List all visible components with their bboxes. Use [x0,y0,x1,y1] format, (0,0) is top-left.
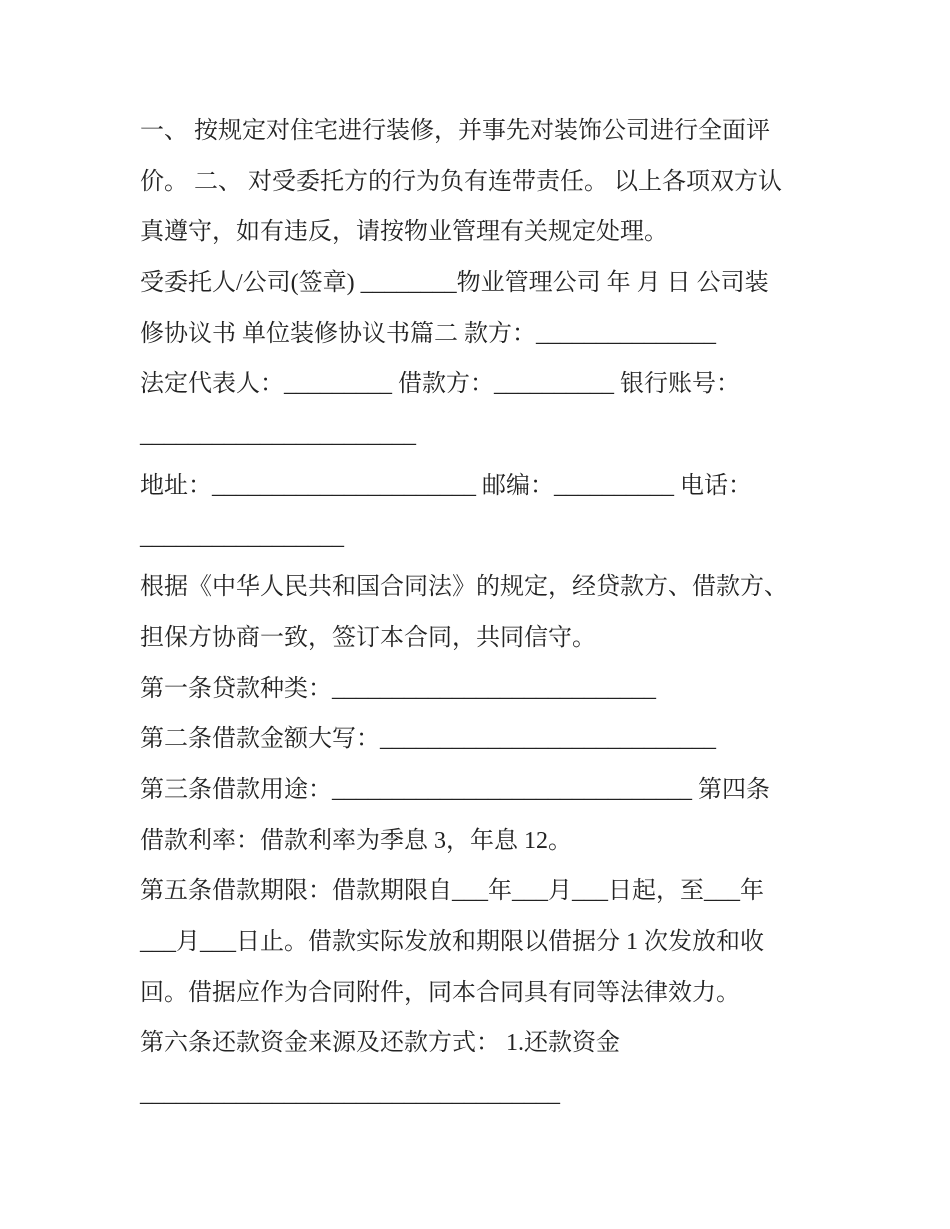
text-line: 第一条贷款种类：___________________________ [140,675,656,702]
text-line: 借款利率：借款利率为季息 3，年息 12。 [140,827,572,854]
text-line: 第六条还款资金来源及还款方式： 1.还款资金 [140,1030,620,1057]
text-line: 一、 按规定对住宅进行装修，并事先对装饰公司进行全面评 [140,118,770,144]
blank-line: ___________________________________ [140,1081,560,1108]
text-line: 真遵守，如有违反，请按物业管理有关规定处理。 [140,219,668,246]
blank-line: _______________________ [140,422,416,449]
blank-line: _________________ [140,523,344,550]
text-line: ___月___日止。借款实际发放和期限以借据分 1 次发放和收 [140,929,764,955]
text-line: 地址：______________________ 邮编：__________ 电话： [140,472,752,499]
text-line: 第三条借款用途：______________________________ 第四条 [140,776,770,803]
text-line: 根据《中华人民共和国合同法》的规定，经贷款方、借款方、 [140,574,788,601]
text-line: 修协议书 单位装修协议书篇二 款方：_______________ [140,320,716,347]
text-line: 回。借据应作为合同附件，同本合同具有同等法律效力。 [140,979,740,1006]
text-line: 受委托人/公司(签章) ________物业管理公司 年 月 日 公司装 [140,270,769,297]
text-line: 法定代表人：_________ 借款方：__________ 银行账号： [140,371,740,398]
text-line: 价。 二、 对受委托方的行为负有连带责任。 以上各项双方认 [140,168,782,195]
text-line: 第二条借款金额大写：____________________________ [140,726,716,753]
text-line: 第五条借款期限：借款期限自___年___月___日起，至___年 [140,878,764,905]
text-line: 担保方协商一致，签订本合同，共同信守。 [140,624,596,651]
document-body [140,106,820,1120]
